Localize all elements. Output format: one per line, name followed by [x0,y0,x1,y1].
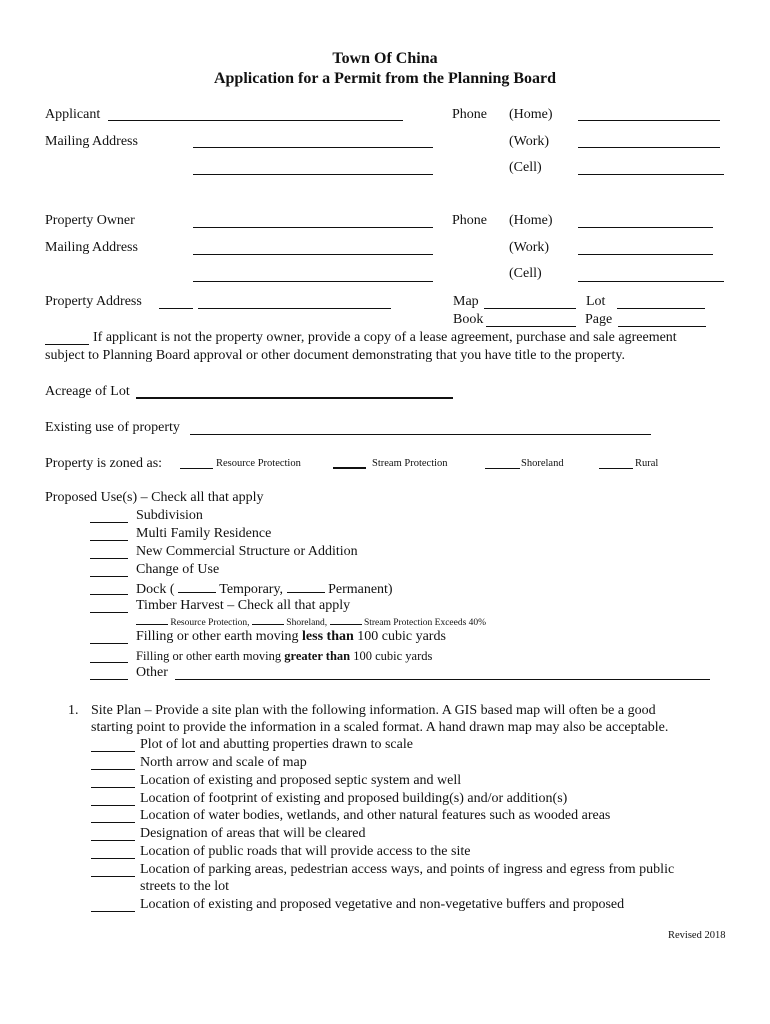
site-item-2-label: North arrow and scale of map [140,755,307,770]
property-address-label: Property Address [45,294,142,309]
revised-note: Revised 2018 [668,930,726,941]
applicant-phone-label: Phone [452,107,487,122]
zone-shoreland-check[interactable] [485,468,520,469]
fill-more-amount: 100 cubic yards [353,649,433,663]
fill-more-text: Filling or other earth moving [136,649,282,663]
owner-mailing-field-2[interactable] [193,281,433,282]
use-timber-check[interactable] [90,612,128,613]
fill-less-amount: 100 cubic yards [357,629,446,644]
dock-permanent-check[interactable] [287,580,325,593]
property-address-field-a[interactable] [159,308,193,309]
zone-stream-label: Stream Protection [372,458,448,469]
acreage-field[interactable] [136,397,453,399]
ownership-note-line2: subject to Planning Board approval or other document demonstrating that you have title to the property. [45,348,625,363]
site-item-8-label: Location of parking areas, pedestrian access ways, and points of ingress and egress from public [140,862,675,877]
use-other-field[interactable] [175,679,710,680]
owner-home-label: (Home) [509,213,553,228]
use-commercial-check[interactable] [90,558,128,559]
site-item-9-label: Location of existing and proposed vegetative and non-vegetative buffers and proposed [140,897,625,912]
timber-resource-check[interactable] [136,615,168,625]
existing-use-label: Existing use of property [45,420,180,435]
use-subdivision-label: Subdivision [136,508,203,523]
map-field[interactable] [484,308,576,309]
use-fill-more-row [136,649,432,664]
acreage-label: Acreage of Lot [45,384,130,399]
site-item-1-label: Plot of lot and abutting properties drawn to scale [140,737,413,752]
site-item-7-label: Location of public roads that will provide access to the site [140,844,471,859]
book-label: Book [453,312,484,327]
site-item-5-check[interactable] [91,822,135,823]
owner-phone-label: Phone [452,213,487,228]
dock-label: Dock ( [136,582,175,597]
dock-permanent-label: Permanent) [328,582,393,597]
page-field[interactable] [618,326,706,327]
dock-temporary-label: Temporary, [219,582,284,597]
site-plan-intro-2: starting point to provide the information in a scaled format. A hand drawn map may also be acceptable. [91,720,669,735]
applicant-mailing-field-2[interactable] [193,174,433,175]
form-title-town: Town Of China [332,50,438,67]
fill-less-text: Filling or other earth moving [136,629,299,644]
applicant-home-phone-field[interactable] [578,120,720,121]
applicant-cell-phone-field[interactable] [578,174,724,175]
owner-mailing-label: Mailing Address [45,240,138,255]
timber-resource-label: Resource Protection, [170,618,250,628]
site-item-4-label: Location of footprint of existing and proposed building(s) and/or addition(s) [140,791,568,806]
zone-resource-label: Resource Protection [216,458,301,469]
owner-label: Property Owner [45,213,135,228]
use-multifamily-check[interactable] [90,540,128,541]
dock-temporary-check[interactable] [178,580,216,593]
applicant-cell-label: (Cell) [509,160,542,175]
existing-use-field[interactable] [190,434,651,435]
site-item-2-check[interactable] [91,769,135,770]
zone-shoreland-label: Shoreland [521,458,564,469]
use-dock-check[interactable] [90,594,128,595]
owner-work-label: (Work) [509,240,550,255]
fill-more-emphasis: greater than [284,649,351,663]
site-item-6-label: Designation of areas that will be cleared [140,826,366,841]
timber-stream-label: Stream Protection Exceeds 40% [363,618,487,628]
timber-shoreland-label: Shoreland, [286,618,328,628]
site-item-9-check[interactable] [91,911,135,912]
site-plan-number: 1. [68,703,79,718]
applicant-work-phone-field[interactable] [578,147,720,148]
applicant-home-label: (Home) [509,107,553,122]
use-other-label: Other [136,665,168,680]
site-item-8-continued: streets to the lot [140,879,230,894]
lot-field[interactable] [617,308,705,309]
use-fill-more-check[interactable] [90,662,128,663]
applicant-name-field[interactable] [108,120,403,121]
site-item-4-check[interactable] [91,805,135,806]
site-item-3-check[interactable] [91,787,135,788]
timber-shoreland-check[interactable] [252,615,284,625]
use-change-label: Change of Use [136,562,220,577]
ownership-note-line1: If applicant is not the property owner, provide a copy of a lease agreement, purchase and sale agreement [93,330,677,345]
applicant-mailing-field-1[interactable] [193,147,433,148]
zone-stream-check[interactable] [333,467,366,469]
owner-cell-label: (Cell) [509,266,542,281]
applicant-mailing-label: Mailing Address [45,134,138,149]
form-title-application: Application for a Permit from the Planning Board [213,70,557,87]
applicant-work-label: (Work) [509,134,550,149]
site-item-6-check[interactable] [91,840,135,841]
site-item-8-check[interactable] [91,876,135,877]
zone-rural-label: Rural [635,458,659,469]
use-fill-less-row [136,629,446,645]
use-subdivision-check[interactable] [90,522,128,523]
use-other-check[interactable] [90,679,128,680]
book-field[interactable] [486,326,576,327]
use-change-check[interactable] [90,576,128,577]
site-item-7-check[interactable] [91,858,135,859]
owner-cell-phone-field[interactable] [578,281,724,282]
site-item-3-label: Location of existing and proposed septic system and well [140,773,462,788]
zone-resource-check[interactable] [180,468,213,469]
proposed-uses-heading: Proposed Use(s) – Check all that apply [45,490,264,505]
use-timber-label: Timber Harvest – Check all that apply [136,598,351,613]
site-item-1-check[interactable] [91,751,135,752]
site-item-5-label: Location of water bodies, wetlands, and other natural features such as wooded areas [140,808,611,823]
timber-stream-check[interactable] [330,615,362,625]
use-multifamily-label: Multi Family Residence [136,526,272,541]
use-dock-row [136,580,393,598]
page-label: Page [585,312,613,327]
site-plan-intro-1: Site Plan – Provide a site plan with the following information. A GIS based map will often be a good [91,703,656,718]
owner-home-phone-field[interactable] [578,227,713,228]
zone-rural-check[interactable] [599,468,633,469]
zoning-label: Property is zoned as: [45,456,163,471]
applicant-label: Applicant [45,107,101,122]
ownership-check-field[interactable] [45,344,89,345]
use-fill-less-check[interactable] [90,643,128,644]
timber-options-row [136,615,486,628]
use-commercial-label: New Commercial Structure or Addition [136,544,358,559]
owner-name-field[interactable] [193,227,433,228]
lot-label: Lot [586,294,606,309]
property-address-field-b[interactable] [198,308,391,309]
map-label: Map [453,294,479,309]
owner-mailing-field-1[interactable] [193,254,433,255]
fill-less-emphasis: less than [302,629,354,644]
owner-work-phone-field[interactable] [578,254,713,255]
